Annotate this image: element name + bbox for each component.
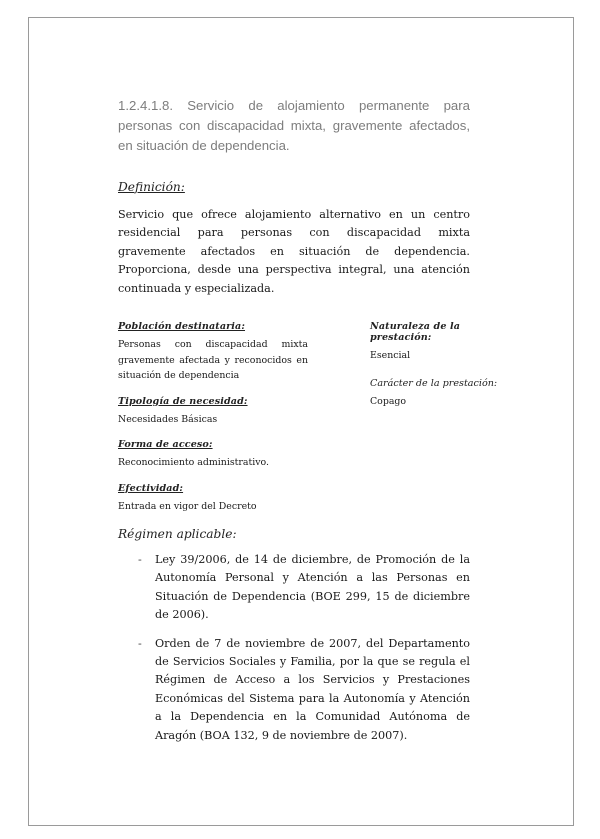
efectividad-label: Efectividad: [118,482,184,494]
regimen-list [118,551,470,745]
list-item [118,635,470,745]
naturaleza-value: Esencial [370,350,411,362]
document-body [118,96,498,541]
section-heading: 1.2.4.1.8. Servicio de alojamiento permanente para personas con discapacidad mixta, gravemente afectados, en situación de dependencia. [118,98,470,153]
regimen-section [118,527,470,755]
tipologia-value: Necesidades Básicas [118,413,218,425]
bullet-dash: - [138,636,142,650]
tipologia-label: Tipología de necesidad: [118,395,248,407]
law-text: Orden de 7 de noviembre de 2007, del Departamento de Servicios Sociales y Familia, por la que se regula el Régimen de Acceso a los Servicios y Prestaciones Económicas del Sistema para la Autonomía y Atención a la Dependencia en la Comunidad Autónoma de Aragón (BOA 132, 9 de noviembre de 2007). [155,636,470,742]
definicion-title: Definición: [118,180,185,194]
attributes-left-column [118,321,308,514]
poblacion-value: Personas con discapacidad mixta gravemente afectada y reconocidos en situación de dependencia [118,339,308,382]
poblacion-label: Población destinataria: [118,321,246,333]
caracter-label: Carácter de la prestación: [370,377,498,389]
naturaleza-label: Naturaleza de la prestación: [370,321,461,344]
forma-acceso-value: Reconocimiento administrativo. [118,457,269,469]
definicion-text: Servicio que ofrece alojamiento alternativo en un centro residencial para personas con discapacidad mixta gravemente afectados en situación de dependencia. Proporciona, desde una perspectiva integral, una atención continuada y especializada. [118,208,470,295]
regimen-title: Régimen aplicable: [118,527,237,541]
attributes-columns [118,321,498,541]
bullet-dash: - [138,553,142,566]
forma-acceso-label: Forma de acceso: [118,439,213,451]
efectividad-value: Entrada en vigor del Decreto [118,500,257,512]
caracter-value: Copago [370,395,407,407]
law-text: Ley 39/2006, de 14 de diciembre, de Promoción de la Autonomía Personal y Atención a las Personas en Situación de Dependencia (BOE 299, 15 de diciembre de 2006). [155,553,470,622]
attributes-right-column [370,321,520,409]
list-item [118,551,470,625]
